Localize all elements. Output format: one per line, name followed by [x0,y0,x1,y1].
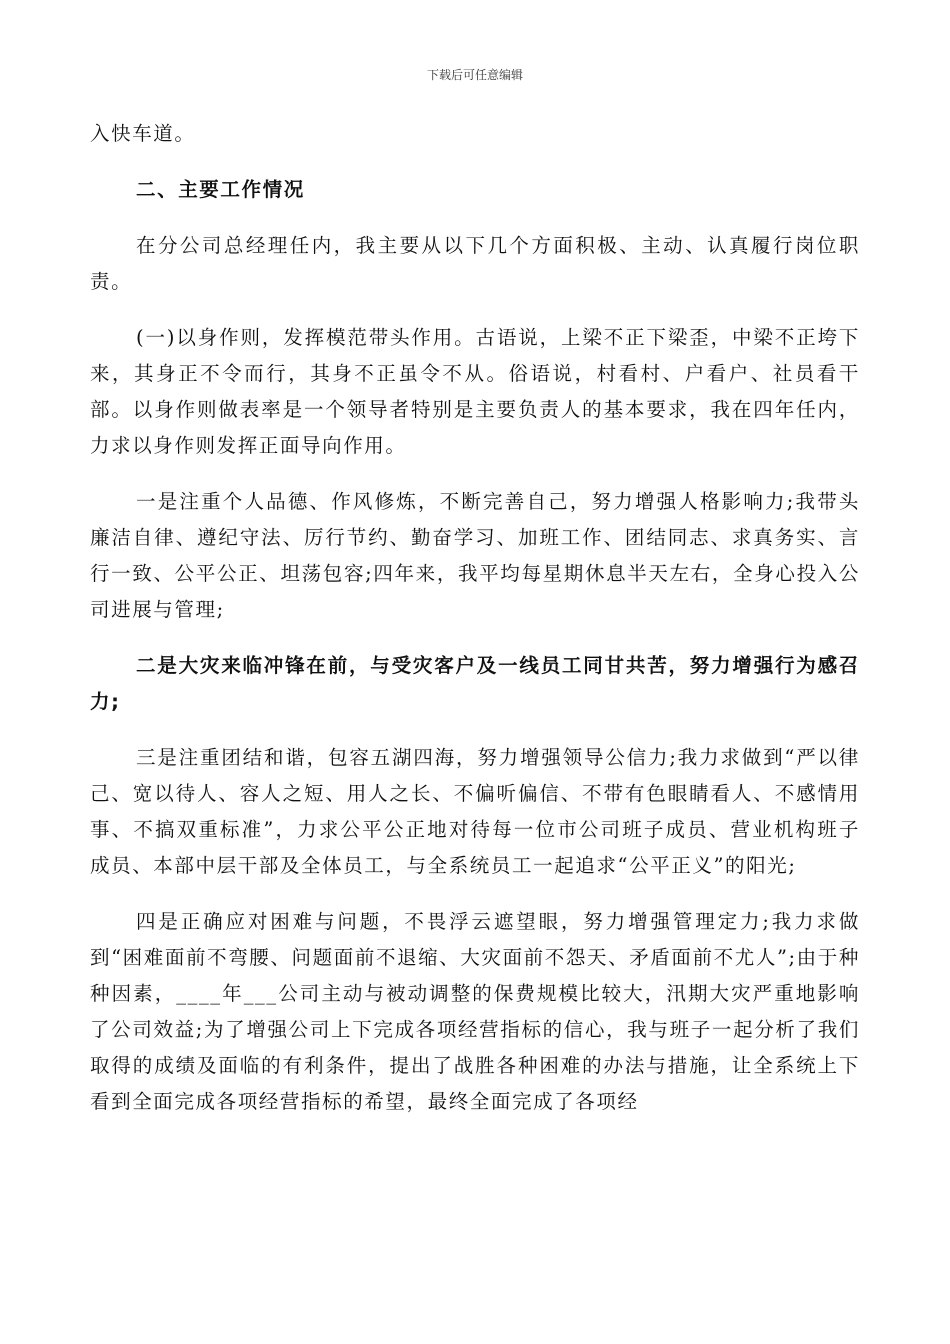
page-header-note: 下载后可任意编辑 [426,68,523,82]
paragraph-point-three: 三是注重团结和谐，包容五湖四海，努力增强领导公信力;我力求做到“严以律己、宽以待人、容人之短、用人之长、不偏听偏信、不带有色眼睛看人、不感情用事、不搞双重标准”，力求公平公正地对待每一位市公司班子成员、营业机构班子成员、本部中层干部及全体员工，与全系统员工一起追求“公平正义”的阳光; [90,746,860,877]
paragraph-point-four: 四是正确应对困难与问题，不畏浮云遮望眼，努力增强管理定力;我力求做到“困难面前不弯腰、问题面前不退缩、大灾面前不怨天、矛盾面前不尤人”;由于种种因素，____年___公司主动与被动调整的保费规模比较大，汛期大灾严重地影响了公司效益;为了增强公司上下完成各项经营指标的信心，我与班子一起分析了我们取得的成绩及面临的有利条件，提出了战胜各种困难的办法与措施，让全系统上下看到全面完成各项经营指标的希望，最终全面完成了各项经 [90,910,860,1113]
paragraph-lead-by-example: (一)以身作则，发挥模范带头作用。古语说，上梁不正下梁歪，中梁不正垮下来，其身正不令而行，其身不正虽令不从。俗语说，村看村、户看户、社员看干部。以身作则做表率是一个领导者特别是主要负责人的基本要求，我在四年任内，力求以身作则发挥正面导向作用。 [90,326,860,457]
document-body [90,116,860,1140]
paragraph-point-two: 二是大灾来临冲锋在前，与受灾客户及一线员工同甘共苦，努力增强行为感召力; [90,654,860,713]
paragraph-point-one: 一是注重个人品德、作风修炼，不断完善自己，努力增强人格影响力;我带头廉洁自律、遵纪守法、厉行节约、勤奋学习、加班工作、团结同志、求真务实、言行一致、公平公正、坦荡包容;四年来，我平均每星期休息半天左右，全身心投入公司进展与管理; [90,490,860,621]
paragraph-intro: 在分公司总经理任内，我主要从以下几个方面积极、主动、认真履行岗位职责。 [90,234,860,293]
section-heading: 二、主要工作情况 [136,178,305,201]
paragraph-continuation: 入快车道。 [90,122,196,145]
